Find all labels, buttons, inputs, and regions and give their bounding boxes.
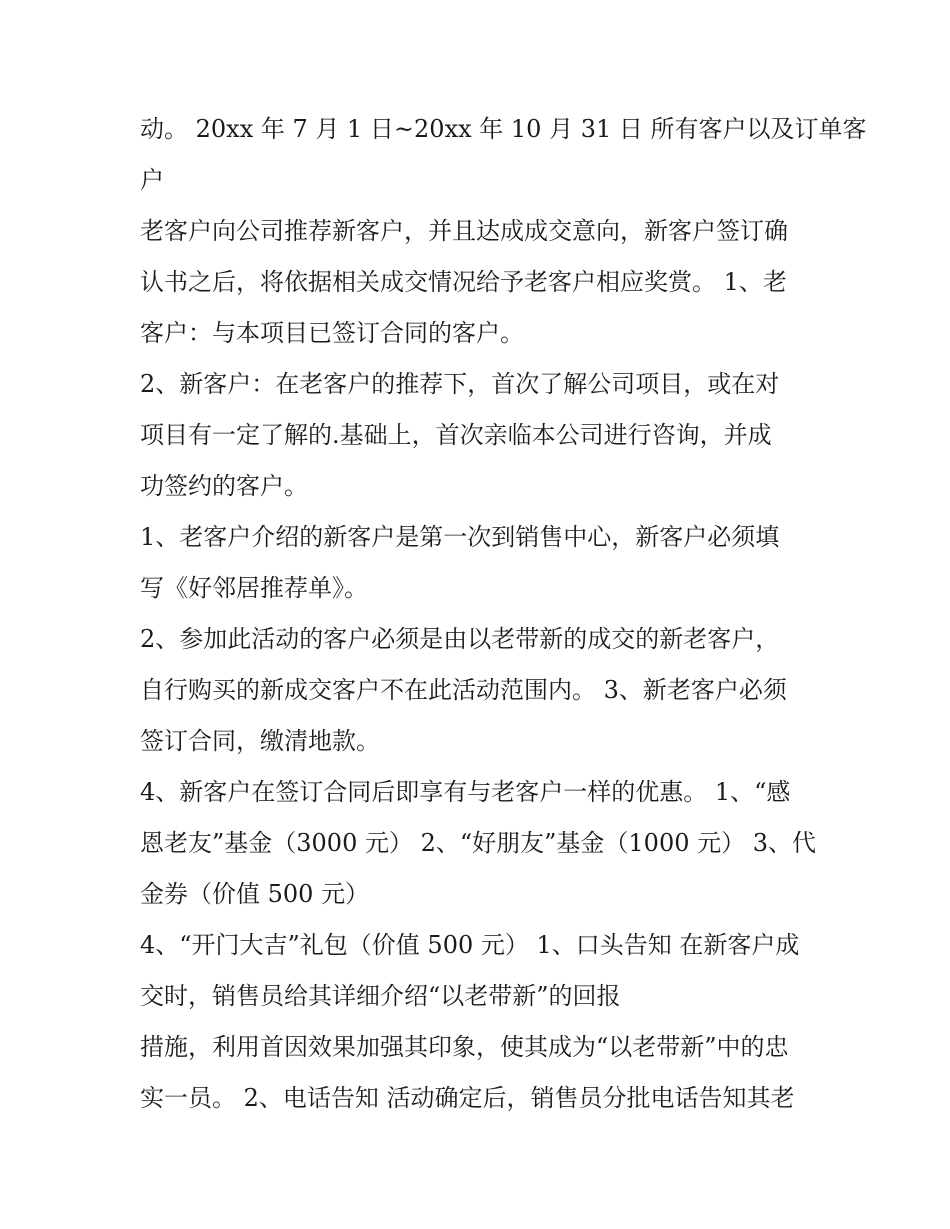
text-line-10: 写《好邻居推荐单》。: [140, 574, 368, 602]
body-text: [140, 104, 867, 1124]
text-line-20: 实一员。 2、电话告知 活动确定后，销售员分批电话告知其老: [140, 1084, 795, 1112]
text-line-13: 签订合同，缴清地款。: [140, 727, 380, 755]
text-line-12: 自行购买的新成交客户不在此活动范围内。 3、新老客户必须: [140, 676, 787, 704]
text-line-14: 4、新客户在签订合同后即享有与老客户一样的优惠。 1、“感: [140, 778, 791, 806]
text-line-19: 措施，利用首因效果加强其印象，使其成为“以老带新”中的忠: [140, 1033, 789, 1061]
text-line-18: 交时，销售员给其详细介绍“以老带新”的回报: [140, 982, 621, 1010]
text-line-2: 户: [140, 166, 164, 194]
text-line-17: 4、“开门大吉”礼包（价值 500 元） 1、口头告知 在新客户成: [140, 931, 800, 959]
text-line-1: 动。 20xx 年 7 月 1 日~20xx 年 10 月 31 日 所有客户以及订单客: [140, 115, 867, 143]
text-line-11: 2、参加此活动的客户必须是由以老带新的成交的新老客户，: [140, 625, 780, 653]
text-line-7: 项目有一定了解的.基础上，首次亲临本公司进行咨询，并成: [140, 421, 772, 449]
text-line-16: 金券（价值 500 元）: [140, 880, 370, 908]
text-line-5: 客户：与本项目已签订合同的客户。: [140, 319, 524, 347]
text-line-6: 2、新客户：在老客户的推荐下，首次了解公司项目，或在对: [140, 370, 780, 398]
text-line-4: 认书之后，将依据相关成交情况给予老客户相应奖赏。 1、老: [140, 268, 787, 296]
text-line-15: 恩老友”基金（3000 元） 2、“好朋友”基金（1000 元） 3、代: [140, 829, 817, 857]
text-line-3: 老客户向公司推荐新客户，并且达成成交意向，新客户签订确: [140, 217, 788, 245]
text-line-8: 功签约的客户。: [140, 472, 308, 500]
text-line-9: 1、老客户介绍的新客户是第一次到销售中心，新客户必须填: [140, 523, 780, 551]
